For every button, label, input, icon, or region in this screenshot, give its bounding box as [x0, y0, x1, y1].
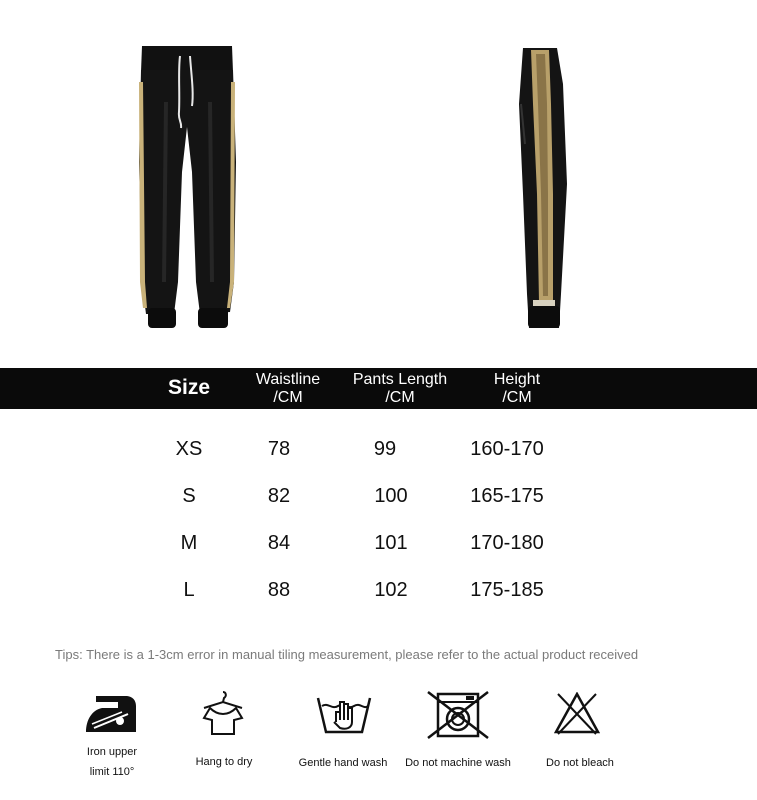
cell-pants-length: 100: [374, 485, 408, 507]
pants-front-image: [134, 42, 240, 332]
care-label-no-bleach: Do not bleach: [546, 757, 614, 769]
care-label-iron: [72, 742, 152, 782]
cell-size: M: [180, 532, 198, 554]
care-label-hang-dry: Hang to dry: [195, 756, 253, 768]
hang-dry-icon: [200, 688, 246, 738]
cell-waistline: 82: [267, 485, 291, 507]
header-waistline: [238, 371, 338, 407]
cell-pants-length: 102: [374, 579, 408, 601]
hand-wash-icon: [314, 688, 374, 738]
header-height-unit: /CM: [502, 389, 532, 406]
header-pants-length-label: Pants Length: [352, 371, 448, 388]
no-bleach-icon: [554, 692, 600, 736]
header-pants-length-unit: /CM: [385, 389, 415, 406]
no-machine-wash-icon: [426, 690, 490, 740]
cell-size: L: [183, 579, 195, 601]
header-waistline-unit: /CM: [273, 389, 303, 406]
cell-size: XS: [175, 438, 203, 460]
cell-height: 160-170: [470, 438, 544, 460]
header-size: Size: [167, 376, 211, 399]
cell-pants-length: 99: [373, 438, 397, 460]
cell-height: 175-185: [470, 579, 544, 601]
header-height: [467, 371, 567, 407]
cell-waistline: 88: [267, 579, 291, 601]
care-label-hand-wash: Gentle hand wash: [298, 757, 388, 769]
care-label-no-machine-wash: Do not machine wash: [405, 757, 511, 769]
measurement-tips: Tips: There is a 1-3cm error in manual tiling measurement, please refer to the actual product received: [55, 647, 639, 662]
header-height-label: Height: [493, 371, 541, 388]
header-pants-length: [340, 371, 460, 407]
cell-height: 170-180: [470, 532, 544, 554]
cell-size: S: [182, 485, 196, 507]
cell-waistline: 78: [267, 438, 291, 460]
cell-height: 165-175: [470, 485, 544, 507]
iron-icon: [82, 690, 142, 736]
cell-waistline: 84: [267, 532, 291, 554]
pants-side-image: [509, 44, 579, 332]
header-waistline-label: Waistline: [255, 371, 321, 388]
cell-pants-length: 101: [374, 532, 408, 554]
care-label-iron-line1: Iron upper: [86, 746, 138, 758]
care-label-iron-line2: limit 110°: [89, 766, 135, 778]
